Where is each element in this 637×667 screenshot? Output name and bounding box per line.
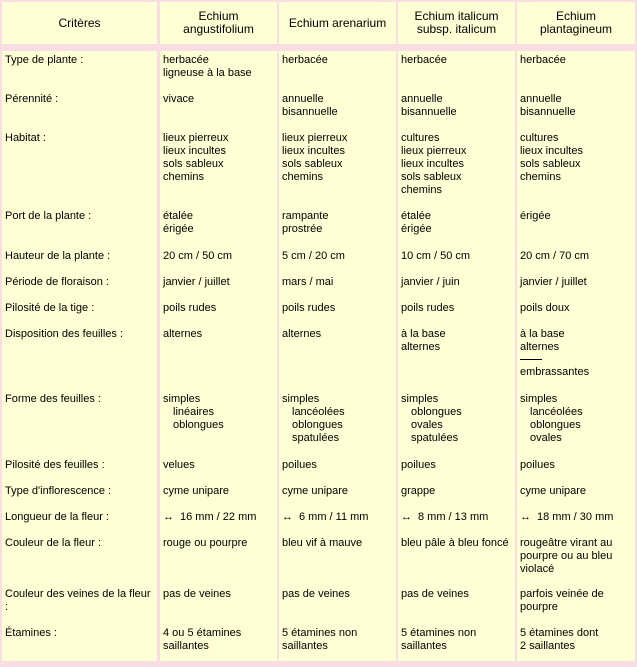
cell-line: lieux pierreux [282, 132, 348, 144]
cell-line: janvier / juin [401, 276, 460, 288]
criteria-label: Pilosité de la tige : [2, 299, 157, 325]
table-row [2, 390, 635, 456]
separator-line [520, 359, 542, 360]
cell-line: saillantes [163, 640, 209, 652]
cell-line: lieux pierreux [163, 132, 229, 144]
cell-line: sols sableux [520, 158, 581, 170]
cell-line: 5 étamines non [282, 627, 358, 639]
cell-line: cultures [401, 132, 440, 144]
cell-line: chemins [520, 171, 561, 183]
cell-line: parfois veinée de [520, 588, 604, 600]
cell-line [163, 511, 274, 524]
criteria-label: Hauteur de la plante : [2, 247, 157, 273]
criteria-label: Habitat : [2, 129, 157, 207]
header-row [2, 2, 635, 44]
cell-line: 2 saillantes [520, 640, 576, 652]
table-row [2, 299, 635, 325]
cell-line: simples [163, 393, 201, 405]
table-cell [398, 534, 515, 585]
table-cell [398, 299, 515, 325]
table-cell [398, 207, 515, 247]
criteria-label: Forme des feuilles : [2, 390, 157, 456]
cell-line: érigée [401, 223, 432, 235]
header-species: Echium arenarium [279, 2, 396, 44]
table-cell [160, 299, 277, 325]
cell-line: alternes [282, 328, 322, 340]
cell-line: mars / mai [282, 276, 334, 288]
cell-line: poilues [520, 459, 555, 471]
cell-line: saillantes [282, 640, 328, 652]
table-row [2, 534, 635, 585]
cell-line: herbacée [163, 54, 209, 66]
table-cell [279, 624, 396, 661]
cell-line: poils rudes [163, 302, 217, 314]
cell-line: saillantes [401, 640, 447, 652]
cell-line: chemins [163, 171, 204, 183]
table-cell [160, 325, 277, 390]
cell-line [282, 511, 393, 524]
table-row [2, 482, 635, 508]
table-row [2, 508, 635, 534]
cell-value: 18 mm / 30 mm [537, 511, 614, 523]
table-cell [160, 456, 277, 482]
cell-line: herbacée [401, 54, 447, 66]
cell-line: érigée [163, 223, 194, 235]
header-species: Echium angustifolium [160, 2, 277, 44]
table-cell [160, 624, 277, 661]
table-cell [279, 508, 396, 534]
cell-line: prostrée [282, 223, 323, 235]
table-cell [160, 51, 277, 90]
table-cell [160, 508, 277, 534]
cell-line: bisannuelle [520, 106, 576, 118]
double-arrow-icon: ↔ [401, 511, 412, 523]
table-cell [279, 534, 396, 585]
table-cell [160, 247, 277, 273]
table-cell [398, 273, 515, 299]
table-cell [160, 129, 277, 207]
cell-line: 20 cm / 50 cm [163, 250, 233, 262]
criteria-label: Disposition des feuilles : [2, 325, 157, 390]
cell-line: lieux pierreux [401, 145, 467, 157]
table-cell [398, 456, 515, 482]
cell-line: poilues [282, 459, 317, 471]
table-cell [398, 325, 515, 390]
criteria-label: Couleur de la fleur : [2, 534, 157, 585]
cell-line: janvier / juillet [163, 276, 230, 288]
cell-line: bisannuelle [282, 106, 338, 118]
cell-line [401, 511, 512, 524]
table-cell [398, 129, 515, 207]
cell-line: annuelle [520, 93, 562, 105]
cell-line: oblongues [530, 419, 581, 431]
cell-line: spatulées [292, 432, 340, 444]
table-cell [517, 207, 635, 247]
cell-line: sols sableux [401, 171, 462, 183]
cell-line: 4 ou 5 étamines [163, 627, 242, 639]
table-cell [279, 585, 396, 624]
cell-line: bleu vif à mauve [282, 537, 363, 549]
table-cell [279, 299, 396, 325]
table-cell [517, 90, 635, 129]
cell-line: simples [520, 393, 558, 405]
cell-line: étalée [163, 210, 193, 222]
table-cell [279, 51, 396, 90]
cell-line: herbacée [282, 54, 328, 66]
table-cell [517, 325, 635, 390]
cell-line [520, 511, 632, 524]
table-cell [279, 207, 396, 247]
cell-line: érigée [520, 210, 551, 222]
table-row [2, 585, 635, 624]
table-row [2, 90, 635, 129]
cell-line: bisannuelle [401, 106, 457, 118]
table-row [2, 207, 635, 247]
table-cell [398, 90, 515, 129]
table-cell [517, 390, 635, 456]
table-cell [517, 299, 635, 325]
cell-line: lancéolées [530, 406, 583, 418]
cell-line: simples [401, 393, 439, 405]
table-row [2, 273, 635, 299]
criteria-label: Port de la plante : [2, 207, 157, 247]
cell-line: poils rudes [282, 302, 336, 314]
double-arrow-icon: ↔ [282, 511, 293, 523]
cell-line: velues [163, 459, 195, 471]
table-cell [279, 482, 396, 508]
cell-value: 16 mm / 22 mm [180, 511, 257, 523]
table-cell [517, 51, 635, 90]
cell-value: 8 mm / 13 mm [418, 511, 489, 523]
table-cell [517, 129, 635, 207]
cell-line: 20 cm / 70 cm [520, 250, 590, 262]
table-cell [160, 90, 277, 129]
cell-line: simples [282, 393, 320, 405]
table-cell [279, 390, 396, 456]
criteria-label: Type d'inflorescence : [2, 482, 157, 508]
cell-line: linéaires [173, 406, 214, 418]
cell-line: chemins [282, 171, 323, 183]
cell-line: alternes [401, 341, 441, 353]
cell-line: poils doux [520, 302, 570, 314]
cell-line: cultures [520, 132, 559, 144]
cell-line: rampante [282, 210, 329, 222]
cell-line: sols sableux [282, 158, 343, 170]
table-cell [279, 129, 396, 207]
criteria-label: Étamines : [2, 624, 157, 661]
cell-line: bleu pâle à bleu foncé [401, 537, 509, 549]
cell-line: pas de veines [401, 588, 469, 600]
cell-line: 5 étamines non [401, 627, 477, 639]
cell-line: 5 étamines dont [520, 627, 599, 639]
cell-line: pas de veines [163, 588, 231, 600]
header-criteria: Critères [2, 2, 157, 44]
table-body [2, 51, 635, 661]
cell-line: 10 cm / 50 cm [401, 250, 471, 262]
header-species: Echium plantagineum [517, 2, 635, 44]
criteria-label: Longueur de la fleur : [2, 508, 157, 534]
double-arrow-icon: ↔ [520, 511, 531, 523]
cell-line: embrassantes [520, 366, 590, 378]
cell-line: chemins [401, 184, 442, 196]
header-species: Echium italicum subsp. italicum [398, 2, 515, 44]
cell-line: oblongues [173, 419, 224, 431]
cell-line: alternes [520, 341, 560, 353]
cell-line: violacé [520, 563, 555, 575]
cell-line: lieux incultes [163, 145, 226, 157]
table-row [2, 129, 635, 207]
cell-line: alternes [163, 328, 203, 340]
cell-line: à la base [401, 328, 446, 340]
criteria-label: Type de plante : [2, 51, 157, 90]
cell-line: oblongues [411, 406, 462, 418]
table-cell [398, 247, 515, 273]
cell-line: annuelle [401, 93, 443, 105]
criteria-label: Pilosité des feuilles : [2, 456, 157, 482]
cell-line: pourpre ou au bleu [520, 550, 613, 562]
table-cell [398, 508, 515, 534]
cell-line: vivace [163, 93, 195, 105]
table-cell [398, 585, 515, 624]
cell-line: lieux incultes [401, 158, 464, 170]
table-row [2, 247, 635, 273]
table-cell [398, 482, 515, 508]
cell-line: pourpre [520, 601, 558, 613]
cell-line: janvier / juillet [520, 276, 587, 288]
table-cell [160, 207, 277, 247]
cell-line: cyme unipare [282, 485, 349, 497]
table-cell [517, 534, 635, 585]
table-cell [517, 456, 635, 482]
cell-line: oblongues [292, 419, 343, 431]
cell-value: 6 mm / 11 mm [299, 511, 369, 523]
criteria-label: Pérennité : [2, 90, 157, 129]
table-cell [160, 273, 277, 299]
table-row [2, 456, 635, 482]
cell-line: étalée [401, 210, 431, 222]
cell-line: ovales [411, 419, 443, 431]
cell-line: poilues [401, 459, 436, 471]
table-cell [517, 585, 635, 624]
table-cell [517, 247, 635, 273]
cell-line: cyme unipare [163, 485, 230, 497]
criteria-label: Période de floraison : [2, 273, 157, 299]
cell-line: spatulées [411, 432, 459, 444]
cell-line: à la base [520, 328, 565, 340]
table-cell [160, 482, 277, 508]
cell-line: rouge ou pourpre [163, 537, 248, 549]
table-cell [517, 273, 635, 299]
cell-line: rougeâtre virant au [520, 537, 613, 549]
table-cell [398, 390, 515, 456]
criteria-label: Couleur des veines de la fleur : [2, 585, 157, 624]
table-cell [279, 247, 396, 273]
table-cell [279, 325, 396, 390]
table-cell [279, 90, 396, 129]
cell-line: ovales [530, 432, 562, 444]
cell-line: sols sableux [163, 158, 224, 170]
cell-line: poils rudes [401, 302, 455, 314]
cell-line: ligneuse à la base [163, 67, 252, 79]
double-arrow-icon: ↔ [163, 511, 174, 523]
cell-line: cyme unipare [520, 485, 587, 497]
table-cell [517, 482, 635, 508]
table-row [2, 51, 635, 90]
cell-line: herbacée [520, 54, 566, 66]
cell-line: annuelle [282, 93, 324, 105]
cell-line: lieux incultes [282, 145, 345, 157]
cell-line: 5 cm / 20 cm [282, 250, 345, 262]
table-row [2, 325, 635, 390]
cell-line: lieux incultes [520, 145, 583, 157]
table-cell [517, 508, 635, 534]
table-cell [160, 390, 277, 456]
cell-line: lancéolées [292, 406, 345, 418]
table-cell [160, 585, 277, 624]
cell-line: pas de veines [282, 588, 350, 600]
table-cell [279, 456, 396, 482]
table-cell [517, 624, 635, 661]
table-cell [279, 273, 396, 299]
table-cell [160, 534, 277, 585]
table-row [2, 624, 635, 661]
table-cell [398, 51, 515, 90]
table-cell [398, 624, 515, 661]
cell-line: grappe [401, 485, 436, 497]
